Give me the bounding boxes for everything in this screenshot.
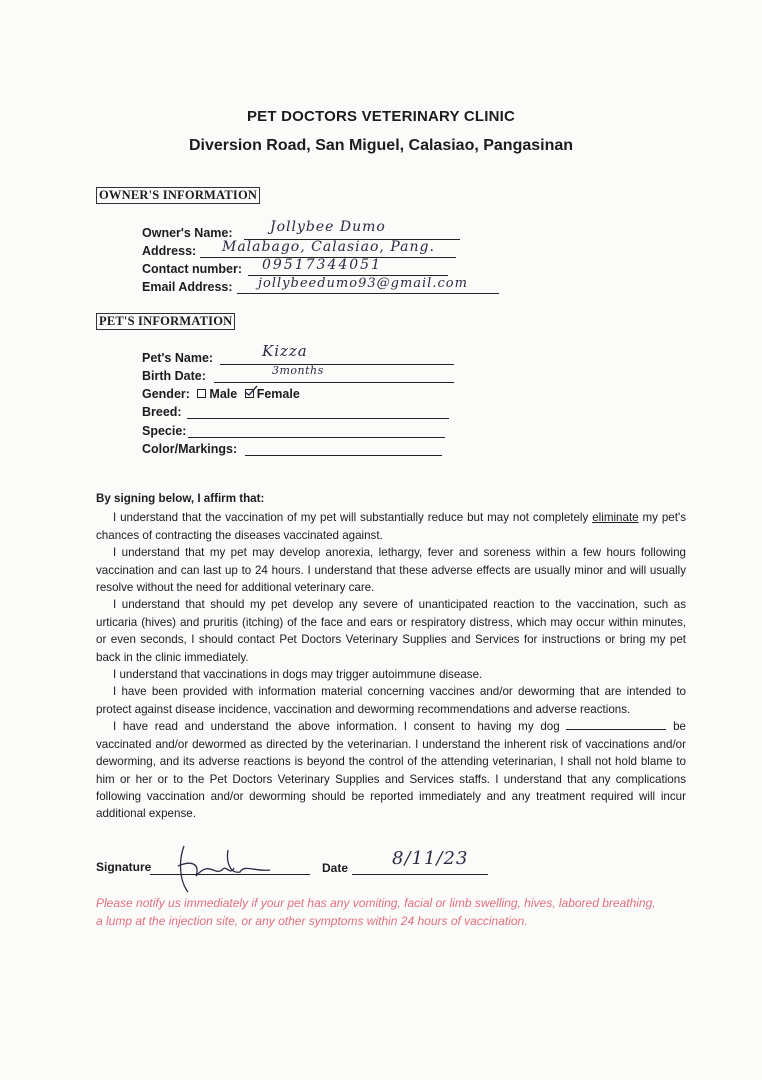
breed-line[interactable] (187, 418, 449, 419)
color-markings-label: Color/Markings: (142, 442, 238, 456)
male-label: Male (209, 387, 238, 401)
female-label: Female (256, 387, 300, 401)
dog-name-blank[interactable] (566, 719, 666, 730)
signature-row (96, 860, 151, 874)
affirmation-paragraph-5: I have been provided with information material concerning vaccines and/or deworming that are intended to protect against disease incidence, vaccination and deworming recommendations and adverse reactions. (96, 685, 686, 716)
breed-label: Breed: (142, 405, 182, 419)
birth-date-label: Birth Date: (142, 369, 206, 383)
affirmation-paragraph-4: I understand that vaccinations in dogs may trigger autoimmune disease. (113, 668, 483, 682)
pet-name-value[interactable]: Kizza (262, 342, 308, 360)
paragraph-6-text-end: be vaccinated and/or dewormed as directed by the veterinarian. I understand the inherent risk of vaccinations and/or deworming, and its adverse reactions is beyond the control of the attending veterinarian, I shall not hold blame to him or her or to the Pet Doctors Veterinary Supplies and Services staffs. I understand that any complications following vaccination and/or deworming should be reported immediately and any treatment required will incur additional expense. (96, 720, 686, 821)
address-label: Address: (142, 244, 197, 258)
owner-name-label: Owner's Name: (142, 226, 233, 240)
specie-line[interactable] (188, 437, 445, 438)
affirmation-paragraph-1 (96, 509, 686, 544)
pet-name-label: Pet's Name: (142, 351, 214, 365)
affirmation-paragraph-2: I understand that my pet may develop anorexia, lethargy, fever and soreness within a few hours following vaccination and can last up to 24 hours. I understand that these adverse effects are usually minor and will usually resolve without the need for additional veterinary care. (96, 546, 686, 595)
male-checkbox[interactable] (197, 389, 206, 398)
handwritten-signature-icon (170, 842, 280, 894)
specie-label: Specie: (142, 424, 187, 438)
pet-name-line (220, 364, 454, 365)
clinic-address: Diversion Road, San Miguel, Calasiao, Pangasinan (188, 137, 574, 154)
check-mark-icon (244, 385, 258, 397)
contact-value[interactable]: 09517344051 (262, 257, 382, 273)
form-header (0, 108, 762, 155)
underlined-word: eliminate (592, 511, 639, 525)
pet-section-title: PET'S INFORMATION (96, 313, 235, 330)
email-label: Email Address: (142, 280, 233, 294)
contact-label: Contact number: (142, 262, 242, 276)
address-value[interactable]: Malabago, Calasiao, Pang. (222, 239, 435, 255)
owner-name-value[interactable]: Jollybee Dumo (270, 219, 386, 235)
paragraph-1-text: I understand that the vaccination of my pet will substantially reduce but may not completely (113, 511, 589, 525)
female-checkbox[interactable] (245, 389, 254, 398)
email-line (237, 293, 499, 294)
affirmation-lead: By signing below, I affirm that: (96, 492, 265, 505)
signature-label: Signature (96, 860, 152, 874)
birth-date-line (214, 382, 454, 383)
gender-field (142, 387, 300, 401)
paragraph-6-text: I have read and understand the above information. I consent to having my dog (113, 720, 560, 734)
date-label: Date (322, 861, 349, 875)
post-vaccination-notice: Please notify us immediately if your pet has any vomiting, facial or limb swelling, hives, labored breathing, a lump at the injection site, or any other symptoms within 24 hours of vaccination. (96, 896, 656, 928)
affirmation-text (96, 490, 686, 823)
email-value[interactable]: jollybeedumo93@gmail.com (258, 276, 468, 291)
birth-date-value[interactable]: 3months (272, 364, 324, 377)
color-markings-line[interactable] (245, 455, 442, 456)
owner-section-title: OWNER'S INFORMATION (96, 187, 260, 204)
gender-label: Gender: (142, 387, 190, 401)
date-value[interactable]: 8/11/23 (392, 848, 469, 869)
paragraph-1-text-end: my pet's chances of contracting the diseases vaccinated against. (96, 511, 686, 542)
affirmation-paragraph-6 (96, 718, 686, 822)
date-line[interactable] (352, 874, 488, 875)
affirmation-paragraph-3: I understand that should my pet develop any severe of unanticipated reaction to the vaccination, such as urticaria (hives) and pruritis (itching) of the face and ears or respiratory distress, which may occur within minutes, or even seconds, I should contact Pet Doctors Veterinary Supplies and Services for instructions or bring my pet back in the clinic immediately. (96, 598, 686, 664)
clinic-name: PET DOCTORS VETERINARY CLINIC (246, 108, 516, 125)
